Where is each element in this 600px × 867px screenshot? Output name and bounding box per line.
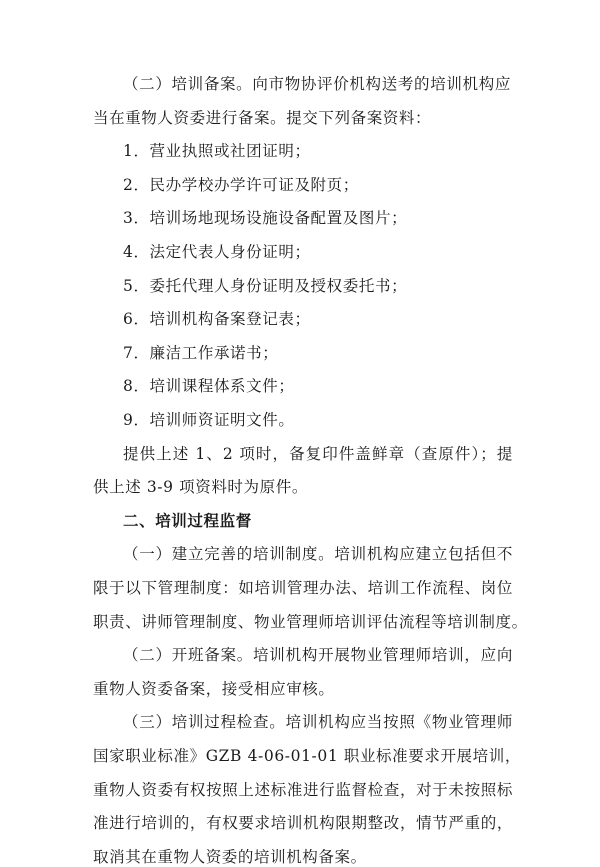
list-item: 8．培训课程体系文件； (123, 377, 295, 396)
list-item: 1．营业执照或社团证明； (123, 142, 311, 161)
filing-paragraph-line: （二）培训备案。向市物协评价机构送考的培训机构应 (123, 75, 511, 93)
list-item: 3．培训场地现场设施设备配置及图片； (123, 209, 408, 228)
list-item: 9．培训师资证明文件。 (123, 411, 295, 429)
filing-note-line: 提供上述 1、2 项时，备复印件盖鲜章（查原件）；提 (123, 444, 513, 463)
list-item: 4．法定代表人身份证明； (123, 243, 311, 261)
supervision-paragraph-line: 国家职业标准》GZB 4-06-01-01 职业标准要求开展培训， (93, 747, 521, 765)
supervision-paragraph-line: 准进行培训的，有权要求培训机构限期整改，情节严重的， (93, 814, 513, 833)
supervision-paragraph-line: 重物人资委有权按照上述标准进行监督检查，对于未按照标 (93, 780, 513, 799)
section-heading: 二、培训过程监督 (123, 511, 252, 530)
supervision-paragraph-line: （一）建立完善的培训制度。培训机构应建立包括但不 (123, 545, 513, 564)
supervision-paragraph-line: 职责、讲师管理制度、物业管理师培训评估流程等培训制度。 (93, 612, 528, 631)
list-item: 7．廉洁工作承诺书； (123, 343, 279, 362)
supervision-paragraph-line: 限于以下管理制度：如培训管理办法、培训工作流程、岗位 (93, 579, 513, 597)
filing-paragraph-line: 当在重物人资委进行备案。提交下列备案资料： (93, 108, 432, 127)
supervision-paragraph-line: （三）培训过程检查。培训机构应当按照《物业管理师 (123, 713, 513, 732)
supervision-paragraph-line: 重物人资委备案，接受相应审核。 (93, 679, 335, 698)
filing-note-line: 供上述 3-9 项资料时为原件。 (93, 478, 308, 497)
list-item: 5．委托代理人身份证明及授权委托书； (123, 276, 408, 295)
supervision-paragraph-line: （二）开班备案。培训机构开展物业管理师培训，应向 (123, 646, 513, 665)
list-item: 6．培训机构备案登记表； (123, 310, 311, 329)
supervision-paragraph-line: 取消其在重物人资委的培训机构备案。 (93, 847, 367, 866)
list-item: 2．民办学校办学许可证及附页； (123, 175, 359, 194)
